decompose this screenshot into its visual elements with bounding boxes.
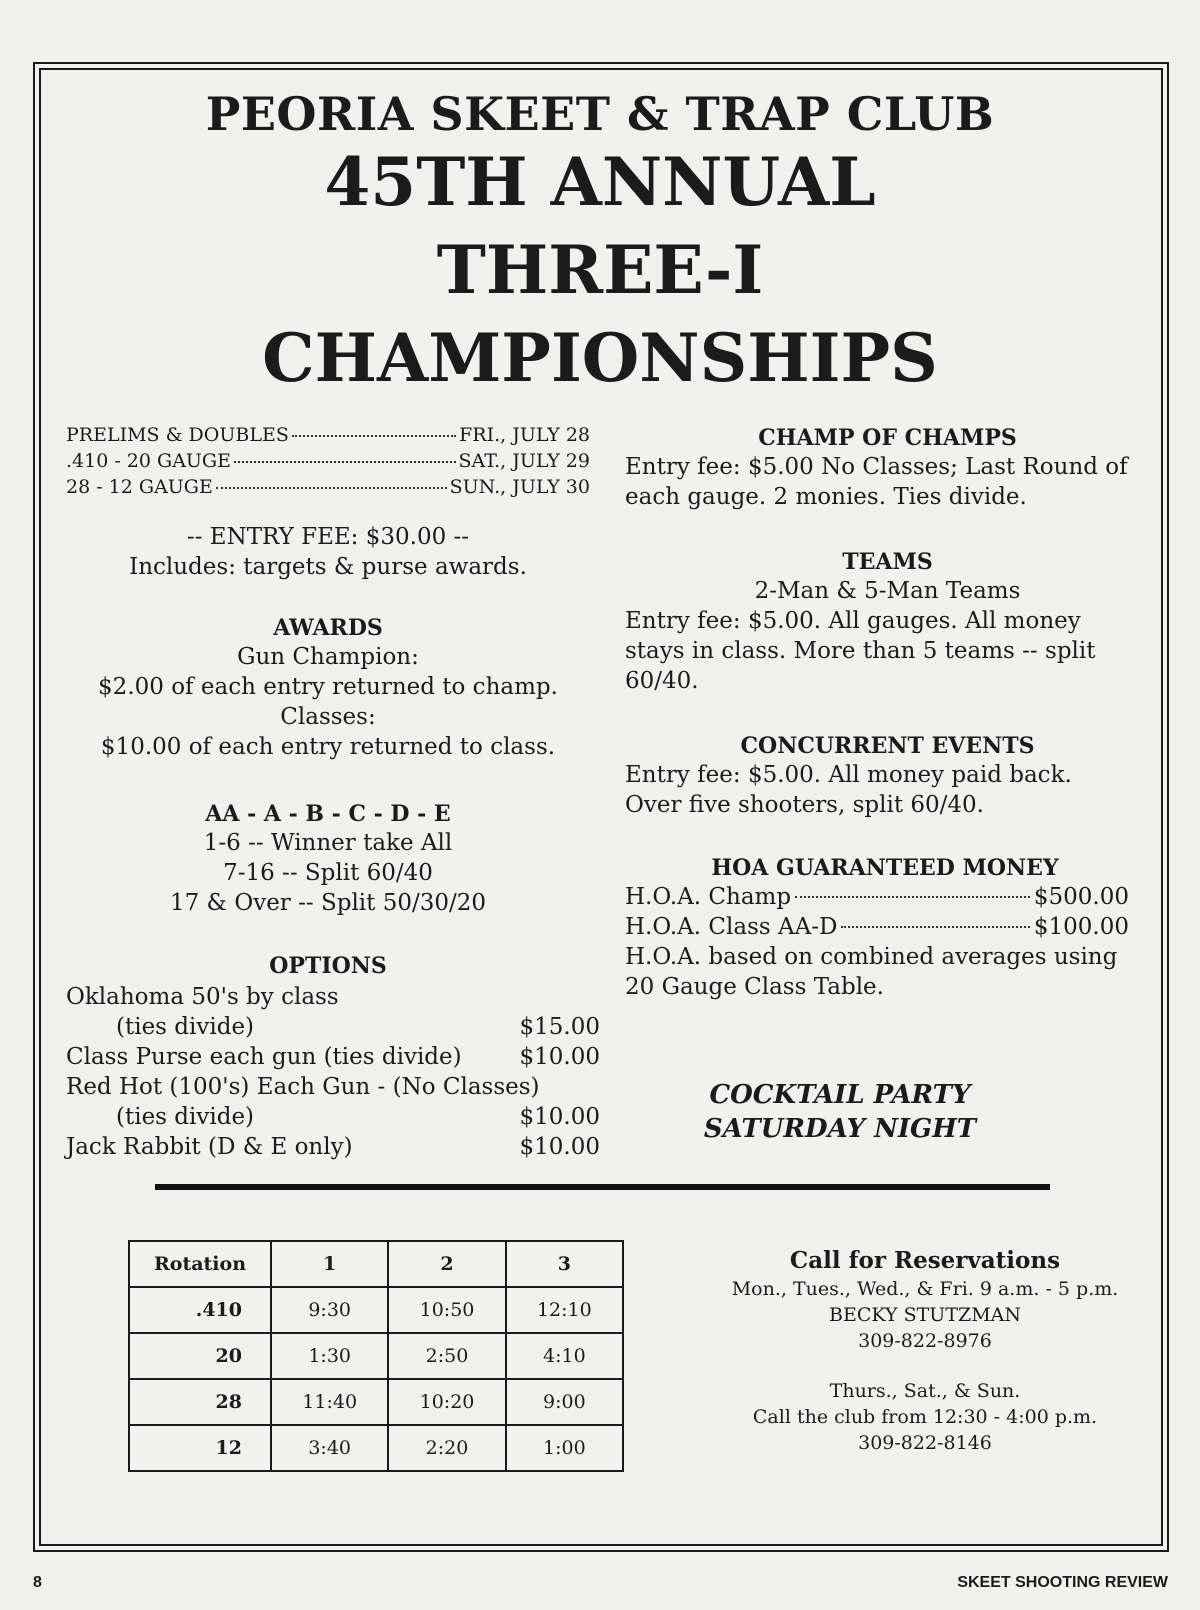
entry-fee — [66, 522, 590, 582]
time-cell: 4:10 — [506, 1333, 623, 1379]
awards-line: $2.00 of each entry returned to champ. — [98, 674, 558, 700]
teams-section — [625, 548, 1150, 696]
schedule-label: PRELIMS & DOUBLES — [66, 424, 289, 446]
club-name: PEORIA SKEET & TRAP CLUB — [205, 87, 995, 141]
option-text: (ties divide) — [116, 1014, 255, 1040]
divider-rule — [155, 1184, 1050, 1190]
leader-dots — [292, 435, 456, 437]
awards-line: $10.00 of each entry returned to class. — [100, 734, 556, 760]
schedule-date: SAT., JULY 29 — [458, 450, 590, 472]
schedule-date: FRI., JULY 28 — [459, 424, 590, 446]
time-cell: 1:30 — [271, 1333, 388, 1379]
gauge-cell: 28 — [129, 1379, 271, 1425]
schedule-row — [66, 448, 590, 474]
time-cell: 1:00 — [506, 1425, 623, 1471]
option-text: Jack Rabbit (D & E only) — [66, 1134, 353, 1160]
awards-heading: AWARDS — [273, 615, 383, 641]
classes-heading: AA - A - B - C - D - E — [205, 801, 451, 827]
table-header: Rotation — [129, 1241, 271, 1287]
classes-line: 7-16 -- Split 60/40 — [223, 860, 433, 886]
option-row — [66, 982, 600, 1012]
publication-name: SKEET SHOOTING REVIEW — [957, 1574, 1168, 1591]
classes-line: 1-6 -- Winner take All — [203, 830, 453, 856]
table-header: 1 — [271, 1241, 388, 1287]
reservations-heading: Call for Reservations — [789, 1247, 1061, 1274]
schedule-label: .410 - 20 GAUGE — [66, 450, 231, 472]
option-text: Oklahoma 50's by class — [66, 984, 339, 1010]
time-cell: 12:10 — [506, 1287, 623, 1333]
option-row — [66, 1132, 600, 1162]
teams-subheading: 2-Man & 5-Man Teams — [754, 578, 1021, 604]
champ-heading: CHAMP OF CHAMPS — [758, 425, 1017, 451]
option-text: (ties divide) — [116, 1104, 255, 1130]
concurrent-heading: CONCURRENT EVENTS — [740, 733, 1035, 759]
hoa-label: H.O.A. Class AA-D — [625, 914, 838, 940]
table-row — [129, 1333, 623, 1379]
reservations-line: Call the club from 12:30 - 4:00 p.m. — [752, 1406, 1098, 1428]
gauge-cell: 12 — [129, 1425, 271, 1471]
hoa-amount: $100.00 — [1033, 914, 1129, 940]
entry-fee-includes: Includes: targets & purse awards. — [129, 554, 527, 580]
schedule-label: 28 - 12 GAUGE — [66, 476, 213, 498]
awards-line: Gun Champion: — [237, 644, 419, 670]
classes-line: 17 & Over -- Split 50/30/20 — [169, 890, 487, 916]
table-header: 2 — [388, 1241, 505, 1287]
champ-line: Entry fee: $5.00 No Classes; Last Round of — [625, 454, 1128, 480]
leader-dots — [795, 896, 1030, 898]
hoa-line: H.O.A. based on combined averages using — [625, 944, 1118, 970]
options-heading: OPTIONS — [269, 953, 387, 979]
hoa-amount: $500.00 — [1033, 884, 1129, 910]
reservations-phone: 309-822-8146 — [858, 1432, 992, 1454]
awards-line: Classes: — [280, 704, 376, 730]
hoa-row — [625, 882, 1129, 912]
leader-dots — [216, 487, 447, 489]
champ-of-champs-section — [625, 424, 1150, 512]
option-row — [66, 1012, 600, 1042]
concurrent-line: Entry fee: $5.00. All money paid back. — [625, 762, 1072, 788]
reservations-line: BECKY STUTZMAN — [828, 1304, 1021, 1326]
option-row — [66, 1102, 600, 1132]
time-cell: 11:40 — [271, 1379, 388, 1425]
hoa-section — [625, 854, 1145, 1002]
awards-section — [66, 614, 590, 762]
reservations-line: Thurs., Sat., & Sun. — [829, 1380, 1021, 1402]
spacer — [690, 1354, 1160, 1378]
time-cell: 9:00 — [506, 1379, 623, 1425]
option-row — [66, 1072, 600, 1102]
table-row — [129, 1425, 623, 1471]
option-text: Red Hot (100's) Each Gun - (No Classes) — [66, 1074, 540, 1100]
gauge-cell: .410 — [129, 1287, 271, 1333]
table-header-row — [129, 1241, 623, 1287]
time-cell: 10:50 — [388, 1287, 505, 1333]
time-cell: 9:30 — [271, 1287, 388, 1333]
hoa-label: H.O.A. Champ — [625, 884, 792, 910]
option-price: $10.00 — [519, 1044, 600, 1070]
concurrent-line: Over five shooters, split 60/40. — [625, 792, 984, 818]
option-text: Class Purse each gun (ties divide) — [66, 1044, 462, 1070]
reservations-line: Mon., Tues., Wed., & Fri. 9 a.m. - 5 p.m. — [731, 1278, 1119, 1300]
title-line-1: 45TH ANNUAL — [324, 143, 876, 221]
champ-line: each gauge. 2 monies. Ties divide. — [625, 484, 1027, 510]
reservations-phone: 309-822-8976 — [858, 1330, 992, 1352]
gauge-cell: 20 — [129, 1333, 271, 1379]
teams-heading: TEAMS — [842, 549, 933, 575]
leader-dots — [841, 926, 1029, 928]
hoa-heading: HOA GUARANTEED MONEY — [711, 855, 1059, 881]
table-row — [129, 1287, 623, 1333]
leader-dots — [234, 461, 456, 463]
cocktail-line-2: SATURDAY NIGHT — [703, 1114, 977, 1144]
table-row — [129, 1379, 623, 1425]
hoa-line: 20 Gauge Class Table. — [625, 974, 884, 1000]
time-cell: 2:50 — [388, 1333, 505, 1379]
schedule-row — [66, 422, 590, 448]
schedule-date: SUN., JULY 30 — [449, 476, 590, 498]
entry-fee-line: -- ENTRY FEE: $30.00 -- — [186, 524, 470, 550]
time-cell: 10:20 — [388, 1379, 505, 1425]
teams-line: 60/40. — [625, 668, 699, 694]
option-price: $10.00 — [519, 1134, 600, 1160]
schedule-row — [66, 474, 590, 500]
options-list — [66, 982, 600, 1162]
teams-line: Entry fee: $5.00. All gauges. All money — [625, 608, 1081, 634]
concurrent-section — [625, 732, 1150, 820]
option-row — [66, 1042, 600, 1072]
classes-section — [66, 800, 590, 918]
teams-line: stays in class. More than 5 teams -- split — [625, 638, 1096, 664]
option-price: $10.00 — [519, 1104, 600, 1130]
table-header: 3 — [506, 1241, 623, 1287]
time-cell: 2:20 — [388, 1425, 505, 1471]
rotation-table — [128, 1240, 624, 1472]
title-line-2: THREE-I — [436, 231, 764, 309]
reservations — [690, 1246, 1160, 1456]
page-number: 8 — [33, 1574, 42, 1591]
title-line-3: CHAMPIONSHIPS — [262, 319, 938, 397]
option-price: $15.00 — [519, 1014, 600, 1040]
cocktail-party — [625, 1078, 1055, 1146]
hoa-row — [625, 912, 1129, 942]
time-cell: 3:40 — [271, 1425, 388, 1471]
cocktail-line-1: COCKTAIL PARTY — [709, 1080, 971, 1110]
schedule — [66, 422, 590, 500]
